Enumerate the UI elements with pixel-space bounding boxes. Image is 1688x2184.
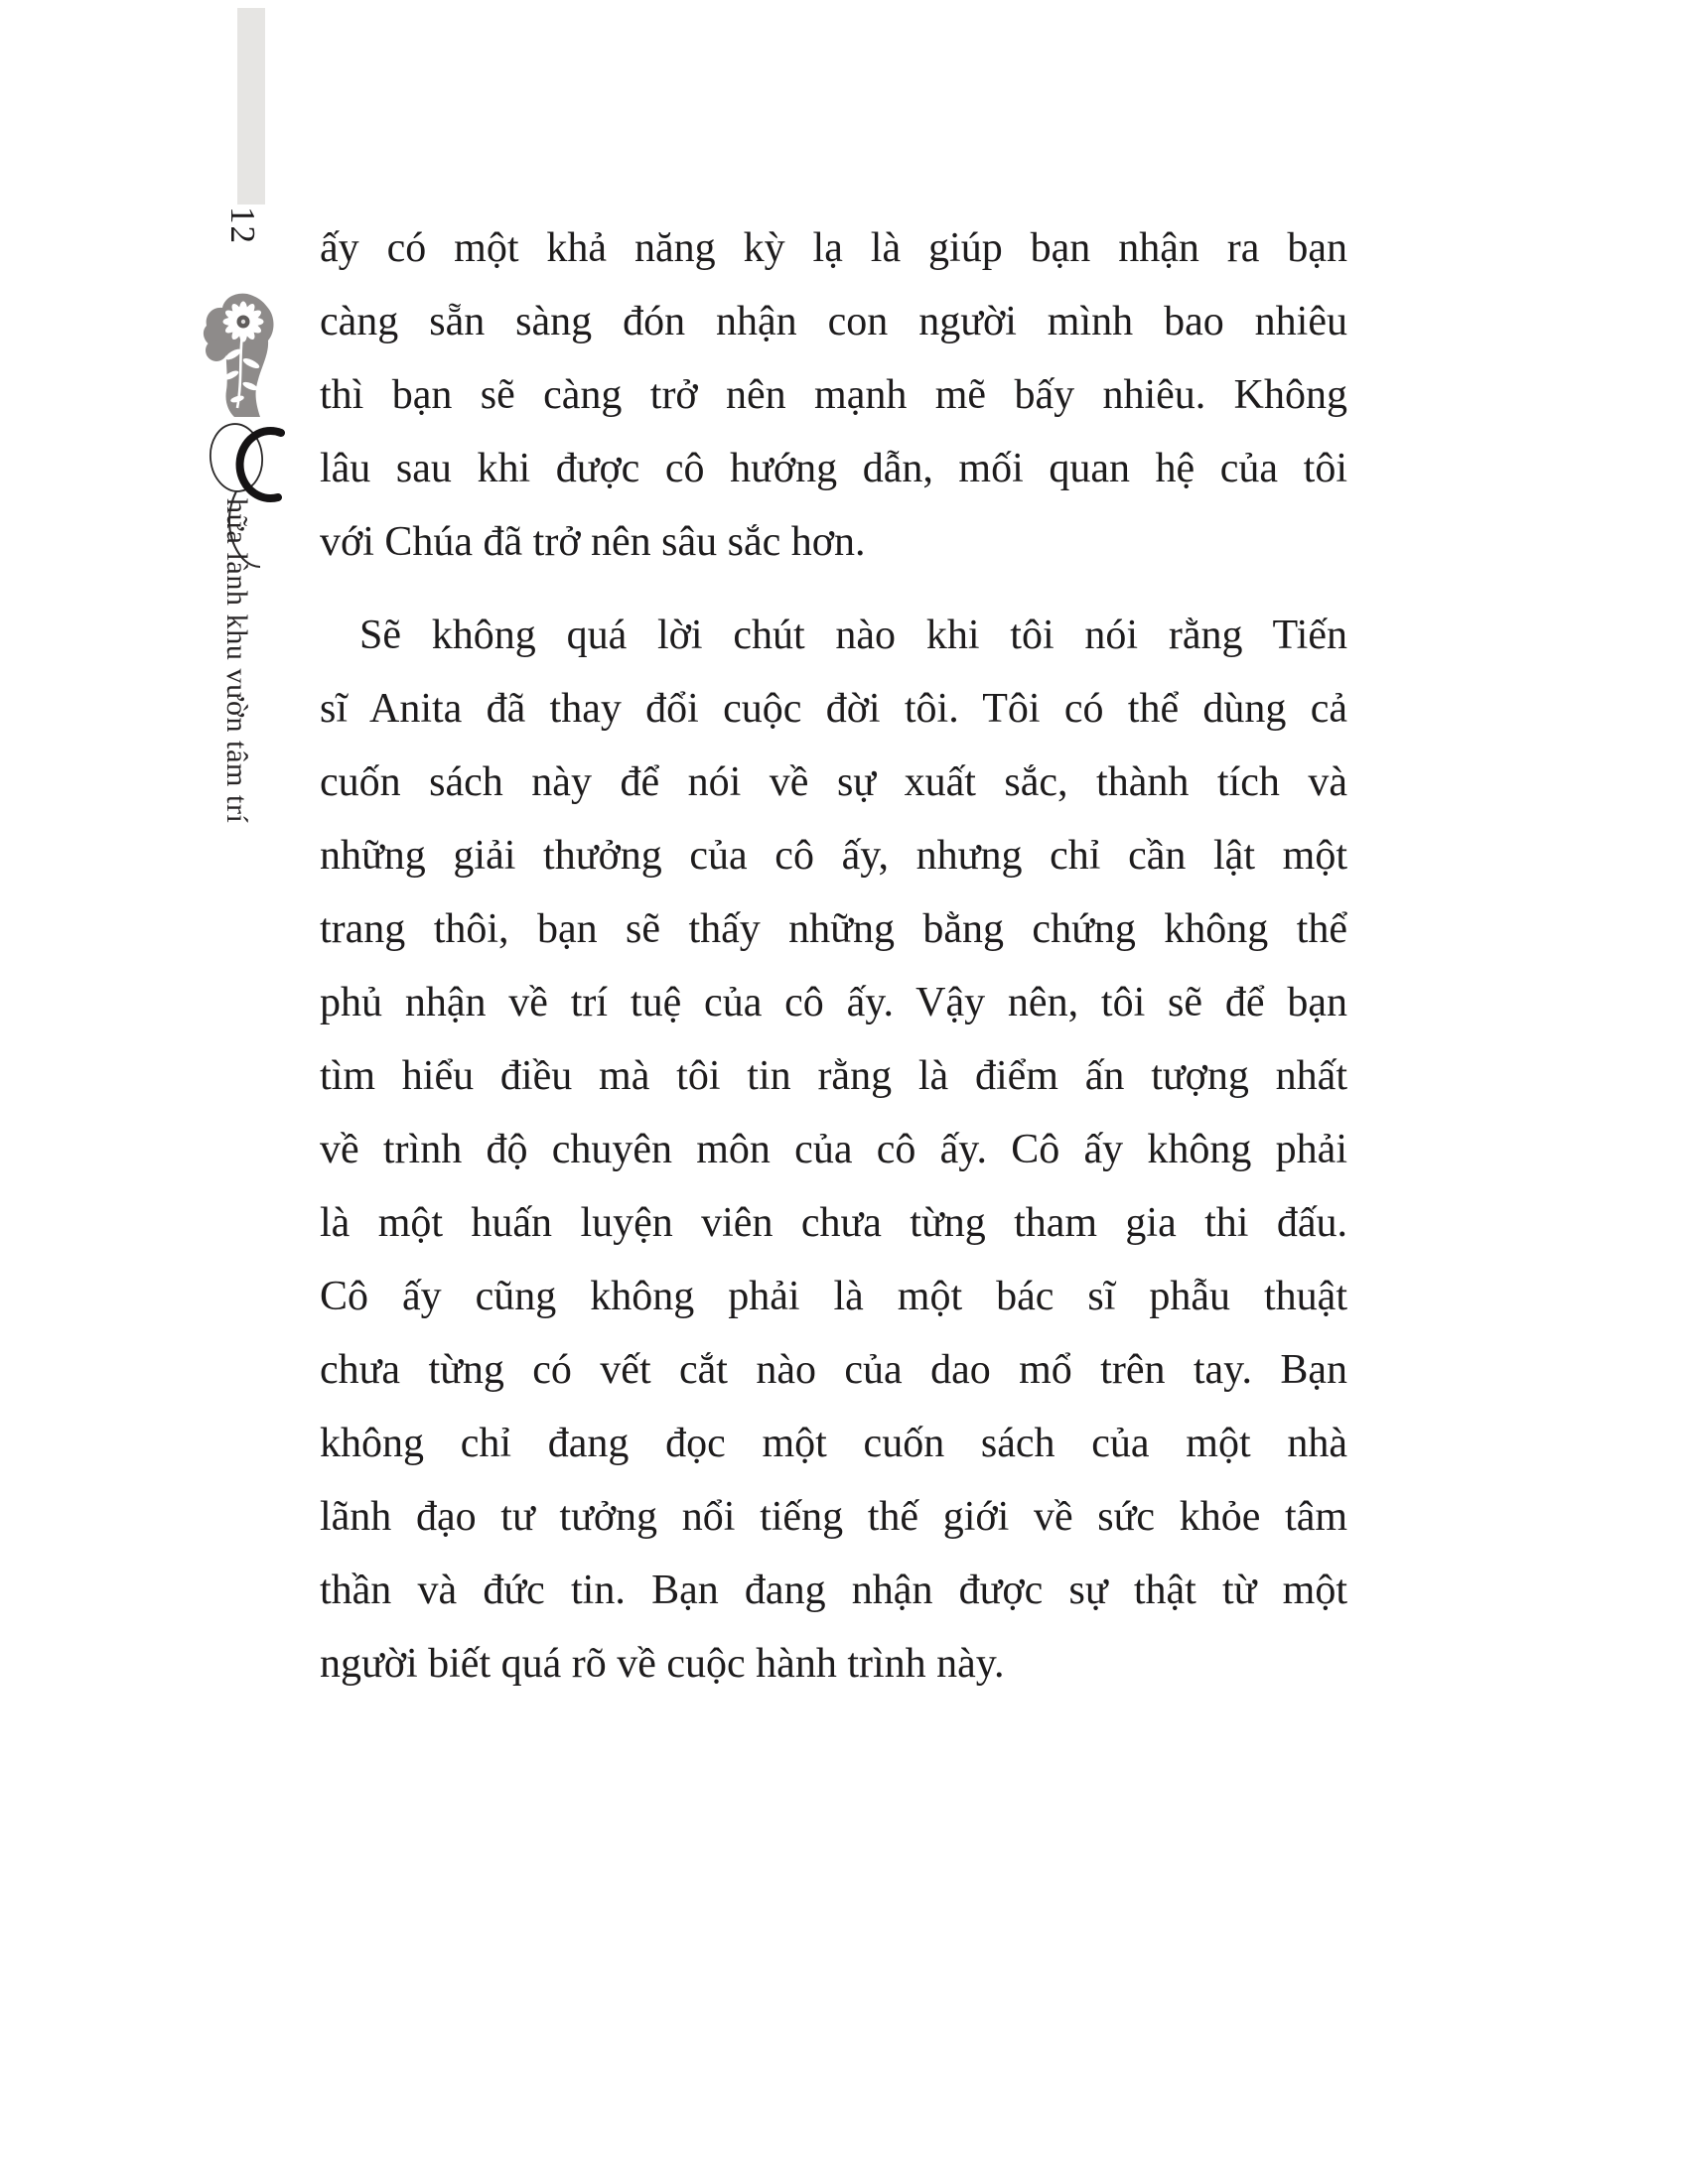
- text-line: Cô ấy cũng không phải là một bác sĩ phẫu thuật: [320, 1274, 1347, 1319]
- text-line: tìm hiểu điều mà tôi tin rằng là điểm ấn tượng nhất: [320, 1053, 1347, 1099]
- text-line: ấy có một khả năng kỳ lạ là giúp bạn nhận ra bạn: [320, 225, 1347, 271]
- margin-bar: [237, 8, 265, 205]
- text-line: trang thôi, bạn sẽ thấy những bằng chứng không thể: [320, 906, 1347, 952]
- paragraph: [320, 211, 1347, 579]
- text-line: về trình độ chuyên môn của cô ấy. Cô ấy không phải: [320, 1127, 1347, 1172]
- page-number: 12: [223, 206, 262, 245]
- text-line: là một huấn luyện viên chưa từng tham gia thi đấu.: [320, 1200, 1347, 1246]
- paragraph: [320, 599, 1347, 1701]
- text-line: Sẽ không quá lời chút nào khi tôi nói rằng Tiến: [359, 613, 1347, 658]
- text-line: sĩ Anita đã thay đổi cuộc đời tôi. Tôi có thể dùng cả: [320, 686, 1347, 732]
- text-line: không chỉ đang đọc một cuốn sách của một nhà: [320, 1421, 1347, 1466]
- text-line: phủ nhận về trí tuệ của cô ấy. Vậy nên, tôi sẽ để bạn: [320, 980, 1347, 1025]
- text-line: cuốn sách này để nói về sự xuất sắc, thành tích và: [320, 759, 1347, 805]
- text-line: lâu sau khi được cô hướng dẫn, mối quan hệ của tôi: [320, 446, 1347, 491]
- text-line: lãnh đạo tư tưởng nổi tiếng thế giới về sức khỏe tâm: [320, 1494, 1347, 1540]
- text-line: những giải thưởng của cô ấy, nhưng chỉ cần lật một: [320, 833, 1347, 879]
- text-line: người biết quá rõ về cuộc hành trình này.: [320, 1641, 1005, 1687]
- text-line: thì bạn sẽ càng trở nên mạnh mẽ bấy nhiêu. Không: [320, 372, 1347, 418]
- book-title-vertical: hữa lành khu vườn tâm trí: [220, 498, 253, 824]
- text-line: chưa từng có vết cắt nào của dao mổ trên tay. Bạn: [320, 1347, 1347, 1393]
- text-line: càng sẵn sàng đón nhận con người mình bao nhiêu: [320, 299, 1347, 344]
- text-line: thần và đức tin. Bạn đang nhận được sự thật từ một: [320, 1568, 1347, 1613]
- body-text: [320, 211, 1347, 1701]
- text-line: với Chúa đã trở nên sâu sắc hơn.: [320, 519, 866, 565]
- woman-profile-flower-icon: [202, 291, 297, 420]
